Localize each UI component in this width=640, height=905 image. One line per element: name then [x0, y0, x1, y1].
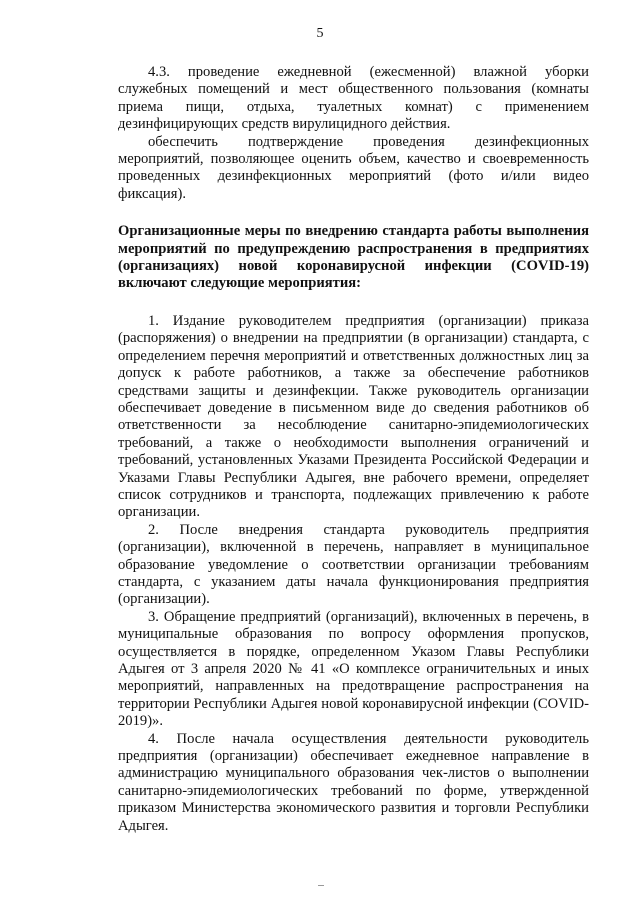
- paragraph-disinfection-confirmation: обеспечить подтверждение проведения дезинфекционных мероприятий, позволяющее оценить объем, качество и своевременность проведенных дезинфекционных мероприятий (фото и/или видео фиксация).: [118, 133, 589, 202]
- list-item-1: 1. Издание руководителем предприятия (организации) приказа (распоряжения) о внедрении на предприятии (в организации) стандарта, с определением перечня мероприятий и ответственных должностных лиц за допуск к работе работников, а также за обеспечение работников средствами защиты и дезинфекции. Также руководитель организации обеспечивает доведение в письменном виде до сведения работников об ответственности за несоблюдение санитарно-эпидемиологических требований, а также о необходимости выполнения ограничений и требований, установленных Указами Президента Российской Федерации и Указами Главы Республики Адыгея, вне рабочего времени, определяет список сотрудников и транспорта, подлежащих привлечению к работе организации.: [118, 312, 589, 521]
- list-item-2: 2. После внедрения стандарта руководитель предприятия (организации), включенной в перечень, направляет в муниципальное образование уведомление о соответствии организации требованиям стандарта, с указанием даты начала функционирования предприятия (организации).: [118, 521, 589, 608]
- document-body: [118, 64, 589, 835]
- spacer: [118, 293, 589, 313]
- spacer: [118, 203, 589, 223]
- list-item-4: 4. После начала осуществления деятельности руководитель предприятия (организации) обеспечивает ежедневное направление в администрацию муниципального образования чек-листов о выполнении санитарно-эпидемиологических требований по форме, утвержденной приказом Министерства экономического развития и торговли Республики Адыгея.: [118, 730, 589, 834]
- list-item-3: 3. Обращение предприятий (организаций), включенных в перечень, в муниципальные образования по вопросу оформления пропусков, осуществляется в порядке, определенном Указом Главы Республики Адыгея от 3 апреля 2020 № 41 «О комплексе ограничительных и иных мероприятий, направленных на предотвращение распространения на территории Республики Адыгея новой коронавирусной инфекции (COVID-2019)».: [118, 608, 589, 730]
- section-heading: Организационные меры по внедрению стандарта работы выполнения мероприятий по предупреждению распространения в предприятиях (организациях) новой коронавирусной инфекции (COVID-19) включают следующие мероприятия:: [118, 223, 589, 292]
- page-number: 5: [316, 26, 324, 41]
- footer-mark: [318, 885, 324, 886]
- paragraph-4-3: 4.3. проведение ежедневной (ежесменной) влажной уборки служебных помещений и мест общественного пользования (комнаты приема пищи, отдыха, туалетных комнат) с применением дезинфицирующих средств вирулицидного действия.: [118, 64, 589, 133]
